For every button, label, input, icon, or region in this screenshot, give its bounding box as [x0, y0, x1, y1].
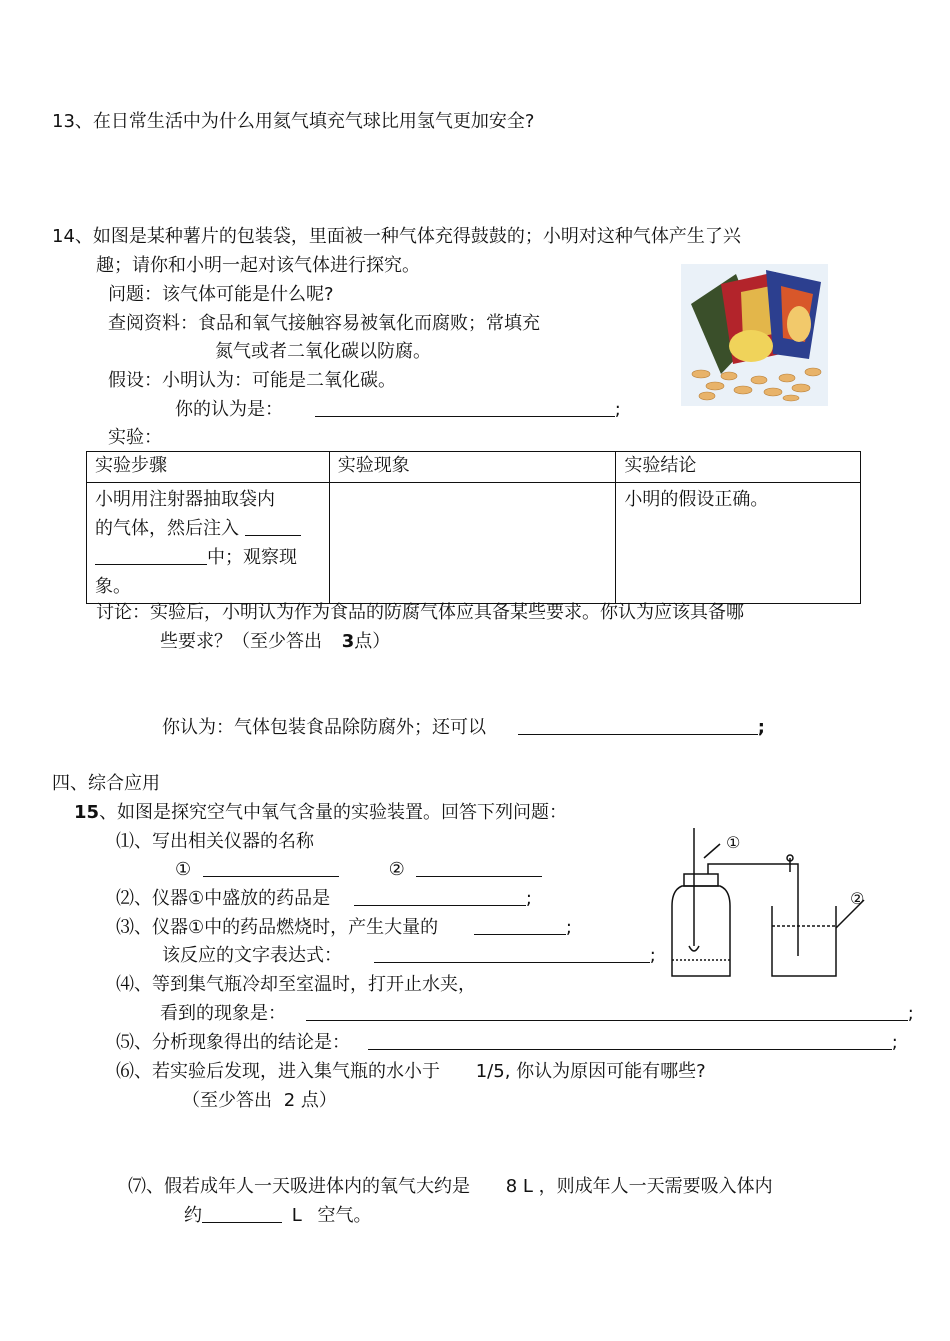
q15-part3-equation [162, 944, 656, 968]
discussion-unit: 点） [354, 631, 391, 652]
semicolon: ; [565, 917, 572, 938]
step-blank-1[interactable] [245, 517, 301, 536]
part6-hint-text: （至少答出 [182, 1090, 272, 1111]
q15-part4: ⑷、等到集气瓶冷却至室温时，打开止水夹， [116, 974, 476, 995]
q15-part1-blanks [175, 858, 542, 882]
part6-text: ⑹、若实验后发现，进入集气瓶的水小于 [116, 1061, 440, 1082]
part7-unit: L [291, 1205, 302, 1226]
part7-prefix: 约 [184, 1205, 202, 1226]
part7-value: 8 L [505, 1176, 533, 1197]
semicolon: ; [891, 1032, 898, 1053]
header-conclusion: 实验结论 [616, 452, 861, 483]
part7-text: ⑺、假若成年人一天吸进体内的氧气大约是 [128, 1176, 470, 1197]
step-blank-2[interactable] [95, 546, 207, 565]
q15-intro: 、如图是探究空气中氧气含量的实验装置。回答下列问题： [99, 802, 568, 823]
part5-blank[interactable] [368, 1031, 892, 1050]
label-1: ① [726, 833, 741, 852]
mark-1: ① [175, 859, 192, 880]
question-14-line1: 14、如图是某种薯片的包装袋，里面被一种气体充得鼓鼓的；小明对这种气体产生了兴 [52, 226, 741, 247]
chips-bag-photo [681, 264, 828, 406]
question-15 [74, 801, 567, 825]
equation-label: 该反应的文字表达式： [162, 945, 342, 966]
q14-reference-line1: 查阅资料：食品和氧气接触容易被氧化而腐败；常填充 [108, 313, 540, 334]
stopper [684, 874, 718, 886]
combustion-spoon [689, 946, 699, 951]
step-text-1: 小明用注射器抽取袋内 [95, 489, 275, 510]
step-text-3-label: 中；观察现 [207, 547, 297, 568]
your-guess-label: 你的认为是： [175, 399, 283, 420]
discussion-count: 3 [341, 631, 355, 652]
q15-part3 [116, 916, 572, 940]
part6-hint-count: 2 [283, 1090, 296, 1111]
part7-suffix: 空气。 [317, 1205, 372, 1226]
part7-blank[interactable] [202, 1204, 282, 1223]
q14-experiment-label: 实验： [108, 427, 162, 448]
part5-label: ⑸、分析现象得出的结论是： [116, 1032, 350, 1053]
header-steps: 实验步骤 [87, 452, 330, 483]
connecting-tube [708, 864, 798, 956]
q15-part7-answer [184, 1204, 372, 1228]
step-text-4: 象。 [95, 576, 131, 597]
equation-blank[interactable] [374, 944, 650, 963]
step-text-3 [95, 543, 321, 572]
q15-part2 [116, 887, 532, 911]
part2-label: ⑵、仪器①中盛放的药品是 [116, 888, 331, 909]
phenomenon-blank[interactable] [306, 1002, 908, 1021]
q15-part4-phenomenon [160, 1002, 914, 1026]
q14-question: 问题：该气体可能是什么呢? [108, 284, 334, 305]
section-4-title: 四、综合应用 [52, 773, 160, 794]
semicolon: ; [525, 888, 532, 909]
collecting-bottle [672, 886, 730, 976]
part2-blank[interactable] [354, 887, 526, 906]
cell-conclusion: 小明的假设正确。 [616, 483, 861, 604]
phenomenon-label: 看到的现象是： [160, 1003, 286, 1024]
part6-question: , 你认为原因可能有哪些? [504, 1061, 706, 1082]
semicolon: ; [907, 1003, 914, 1024]
q14-your-guess [175, 398, 621, 422]
q15-part7 [128, 1175, 773, 1199]
experiment-table [86, 451, 861, 604]
part7-text-2: ，则成年人一天需要吸入体内 [538, 1176, 773, 1197]
q14-hypothesis: 假设：小明认为：可能是二氧化碳。 [108, 370, 396, 391]
q14-you-think [162, 716, 765, 740]
q14-discussion-line1: 讨论：实验后，小明认为作为食品的防腐气体应具备某些要求。你认为应该具备哪 [96, 602, 744, 623]
q15-part6-hint [182, 1089, 337, 1113]
q15-number: 15 [74, 802, 100, 823]
question-13: 13、在日常生活中为什么用氦气填充气球比用氢气更加安全? [52, 111, 535, 132]
q14-discussion-line2 [160, 630, 390, 654]
label-1-pointer [704, 844, 720, 858]
header-phenomena: 实验现象 [329, 452, 616, 483]
step-text-2-label: 的气体，然后注入 [95, 518, 239, 539]
table-row [87, 483, 861, 604]
instrument-2-blank[interactable] [416, 858, 542, 877]
part3-blank[interactable] [474, 916, 566, 935]
q14-reference-line2: 氮气或者二氧化碳以防腐。 [215, 341, 431, 362]
cell-phenomena[interactable] [329, 483, 616, 604]
semicolon: ; [757, 717, 765, 738]
your-guess-blank[interactable] [315, 398, 615, 417]
you-think-blank[interactable] [518, 716, 758, 735]
table-header-row [87, 452, 861, 483]
part6-fraction: 1/5 [475, 1061, 505, 1082]
question-14-line2: 趣；请你和小明一起对该气体进行探究。 [96, 255, 420, 276]
q15-part5 [116, 1031, 898, 1055]
part3-label: ⑶、仪器①中的药品燃烧时，产生大量的 [116, 917, 439, 938]
instrument-1-blank[interactable] [203, 858, 339, 877]
semicolon: ; [649, 945, 656, 966]
semicolon: ; [614, 399, 621, 420]
q15-part1: ⑴、写出相关仪器的名称 [116, 831, 314, 852]
label-2: ② [850, 889, 865, 908]
step-text-2 [95, 514, 321, 543]
mark-2: ② [388, 859, 405, 880]
you-think-label: 你认为：气体包装食品除防腐外；还可以 [162, 717, 486, 738]
oxygen-content-apparatus [660, 828, 880, 988]
beaker [772, 906, 836, 976]
part6-hint-unit: 点） [300, 1090, 337, 1111]
discussion-text: 些要求？（至少答出 [160, 631, 322, 652]
cell-steps [87, 483, 330, 604]
q15-part6 [116, 1060, 706, 1084]
